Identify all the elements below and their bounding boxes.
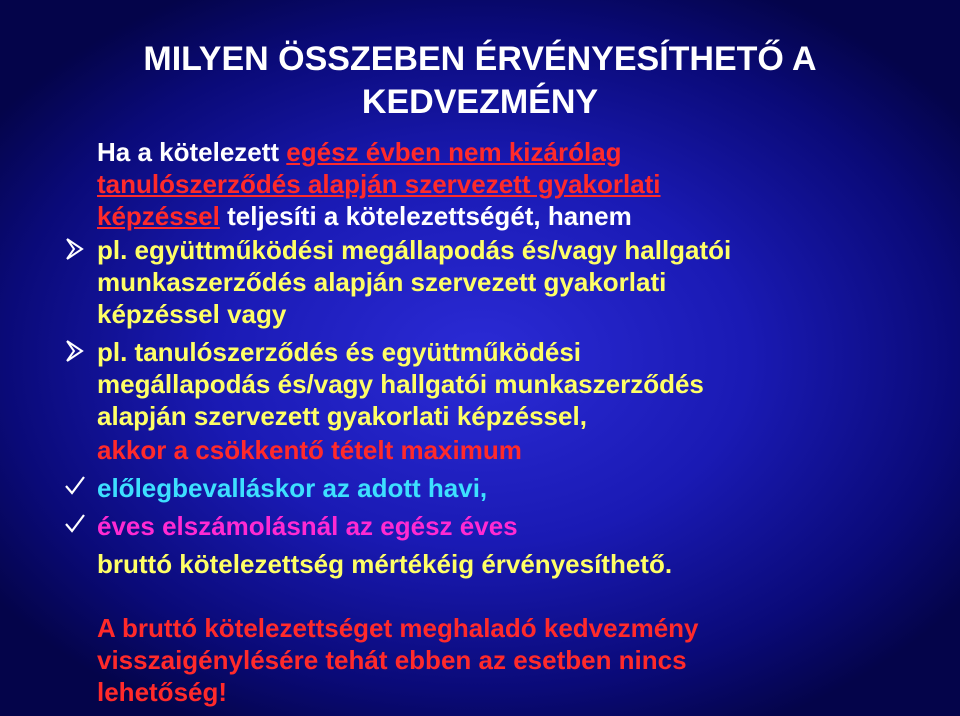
title-line-1: MILYEN ÖSSZEBEN ÉRVÉNYESÍTHETŐ A [143,40,817,78]
bullet-1-line-2: munkaszerződés alapján szervezett gyakorlati [97,267,667,297]
arrow-right-icon [64,338,86,364]
intro-line-2 [97,168,661,200]
check-1-text: előlegbevalláskor az adott havi, [97,473,488,503]
checkmark-icon [64,512,86,534]
intro-line-1 [97,136,622,168]
conclusion-line-3: lehetőség! [97,677,228,707]
intro-highlight-2: tanulószerződés alapján szervezett gyakorlati [97,169,661,199]
bullet-2-line-2: megállapodás és/vagy hallgatói munkaszerződés [97,369,704,399]
gross-line: bruttó kötelezettség mértékéig érvényesíthető. [97,549,673,579]
checkmark-icon [64,474,86,496]
intro-suffix: teljesíti a kötelezettségét, hanem [219,201,632,231]
bullet-1-line-1: pl. együttműködési megállapodás és/vagy hallgatói [97,235,732,265]
reduce-line: akkor a csökkentő tételt maximum [97,435,522,465]
arrow-right-icon [64,236,86,262]
check-2-text: éves elszámolásnál az egész éves [97,511,518,541]
conclusion-line-2: visszaigénylésére tehát ebben az esetben nincs [97,645,687,675]
bullet-2-line-3: alapján szervezett gyakorlati képzéssel, [97,401,587,431]
intro-highlight-1: egész évben nem kizárólag [286,137,622,167]
slide-title [60,38,900,124]
bullet-2-line-1: pl. tanulószerződés és együttműködési [97,337,581,367]
title-line-2: KEDVEZMÉNY [361,83,599,121]
intro-highlight-3: képzéssel [97,201,220,231]
intro-prefix: Ha a kötelezett [97,137,287,167]
conclusion-line-1: A bruttó kötelezettséget meghaladó kedvezmény [97,613,699,643]
intro-line-3 [97,200,632,232]
bullet-1-line-3: képzéssel vagy [97,299,287,329]
